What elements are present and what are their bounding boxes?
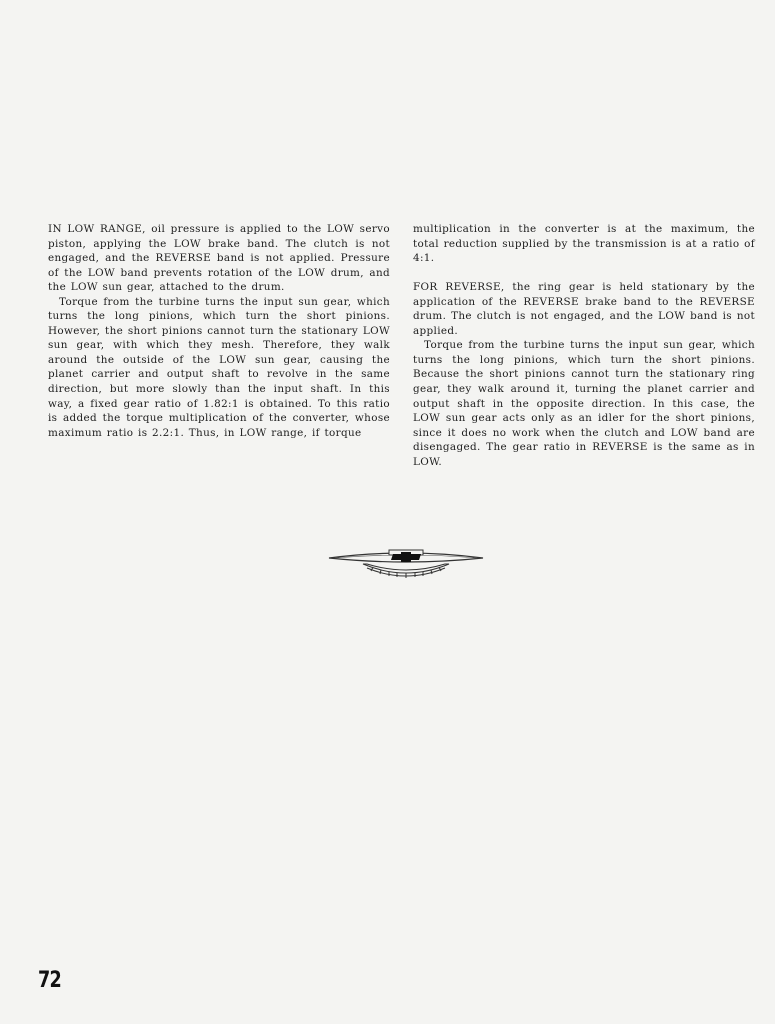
right-column	[413, 222, 755, 469]
left-column	[48, 222, 390, 440]
paragraph-low-torque: Torque from the turbine turns the input sun gear, which turns the long pinions, which turn the short pinions. However, the short pinions cannot turn the stationary LOW sun gear, with which they mesh. Therefore, they walk around the outside of the LOW sun gear, causing the planet carrier and output shaft to revolve in the same direction, but more slowly than the input shaft. In this way, a fixed gear ratio of 1.82:1 is obtained. To this ratio is added the torque multiplication of the converter, whose maximum ratio is 2.2:1. Thus, in LOW range, if torque	[48, 295, 390, 439]
page-number: 72	[38, 968, 61, 993]
chevrolet-emblem-icon	[327, 546, 485, 582]
paragraph-low-continued: multiplication in the converter is at the maximum, the total reduction supplied by the transmission is at a ratio of 4:1.	[413, 223, 755, 265]
paragraph-low-range: IN LOW RANGE, oil pressure is applied to the LOW servo piston, applying the LOW brake band. The clutch is not engaged, and the REVERSE band is not applied. Pressure of the LOW band prevents rotation of the LOW drum, and the LOW sun gear, attached to the drum.	[48, 223, 390, 294]
paragraph-reverse: FOR REVERSE, the ring gear is held stationary by the application of the REVERSE brake band to the REVERSE drum. The clutch is not engaged, and the LOW band is not applied.	[413, 281, 755, 337]
paragraph-reverse-torque: Torque from the turbine turns the input sun gear, which turns the long pinions, which turn the short pinions. Because the short pinions cannot turn the stationary ring gear, they walk around it, turning the planet carrier and output shaft in the opposite direction. In this case, the LOW sun gear acts only as an idler for the short pinions, since it does no work when the clutch and LOW band are disengaged. The gear ratio in REVERSE is the same as in LOW.	[413, 339, 755, 468]
